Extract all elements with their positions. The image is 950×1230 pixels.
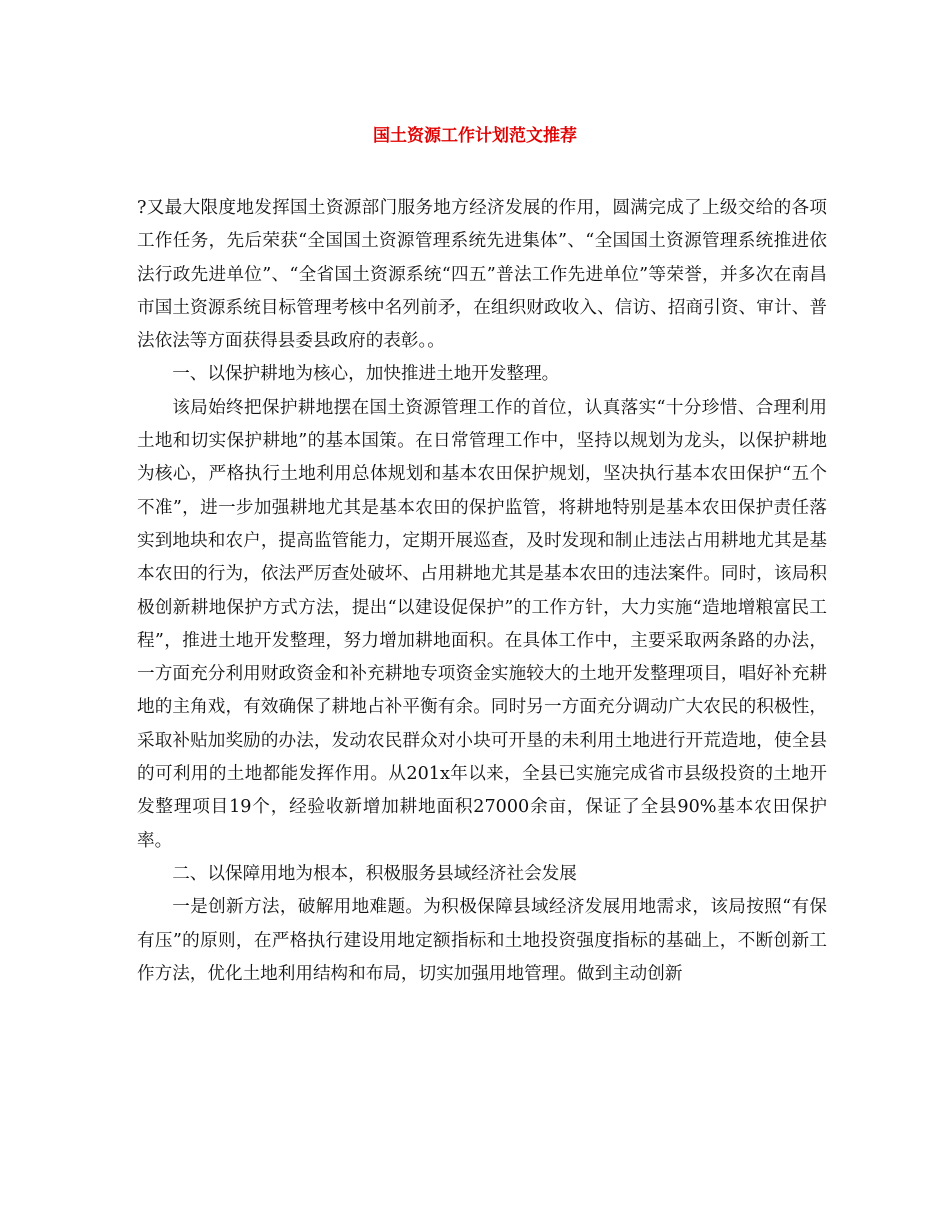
section-heading-2: 二、以保障用地为根本，积极服务县域经济社会发展 — [172, 863, 577, 884]
paragraph-farmland-protection: 该局始终把保护耕地摆在国土资源管理工作的首位，认真落实“十分珍惜、合理利用土地和切实保护耕地”的基本国策。在日常管理工作中，坚持以规划为龙头，以保护耕地为核心，严格执行土地利用总体规划和基本农田保护规划，坚决执行基本农田保护“五个不准”，进一步加强耕地尤其是基本农田的保护监管，将耕地特别是基本农田保护责任落实到地块和农户，提高监管能力，定期开展巡查，及时发现和制止违法占用耕地尤其是基本农田的行为，依法严厉查处破坏、占用耕地尤其是基本农田的违法案件。同时，该局积极创新耕地保护方式方法，提出“以建设促保护”的工作方针，大力实施“造地增粮富民工程”，推进土地开发整理，努力增加耕地面积。在具体工作中，主要采取两条路的办法，一方面充分利用财政资金和补充耕地专项资金实施较大的土地开发整理项目，唱好补充耕地的主角戏，有效确保了耕地占补平衡有余。同时另一方面充分调动广大农民的积极性，采取补贴加奖励的办法，发动农民群众对小块可开垦的未利用土地进行开荒造地，使全县的可利用的土地都能发挥作用。从201x年以来，全县已实施完成省市县级投资的土地开发整理项目19个，经验收新增加耕地面积27000余亩，保证了全县90%基本农田保护率。 — [137, 397, 827, 851]
document-body — [137, 192, 827, 991]
paragraph-land-use-innovation: 一是创新方法，破解用地难题。为积极保障县域经济发展用地需求，该局按照“有保有压”的原则，在严格执行建设用地定额指标和土地投资强度指标的基础上，不断创新工作方法，优化土地利用结构和布局，切实加强用地管理。做到主动创新 — [137, 897, 827, 984]
document-title: 国土资源工作计划范文推荐 — [373, 126, 577, 146]
paragraph-intro: ?又最大限度地发挥国土资源部门服务地方经济发展的作用，圆满完成了上级交给的各项工作任务，先后荣获“全国国土资源管理系统先进集体”、“全国国土资源管理系统推进依法行政先进单位”、“全省国土资源系统“四五”普法工作先进单位”等荣誉，并多次在南昌市国土资源系统目标管理考核中名列前矛，在组织财政收入、信访、招商引资、审计、普法依法等方面获得县委县政府的表彰。。 — [137, 198, 827, 352]
section-heading-1: 一、以保护耕地为核心，加快推进土地开发整理。 — [172, 364, 560, 385]
